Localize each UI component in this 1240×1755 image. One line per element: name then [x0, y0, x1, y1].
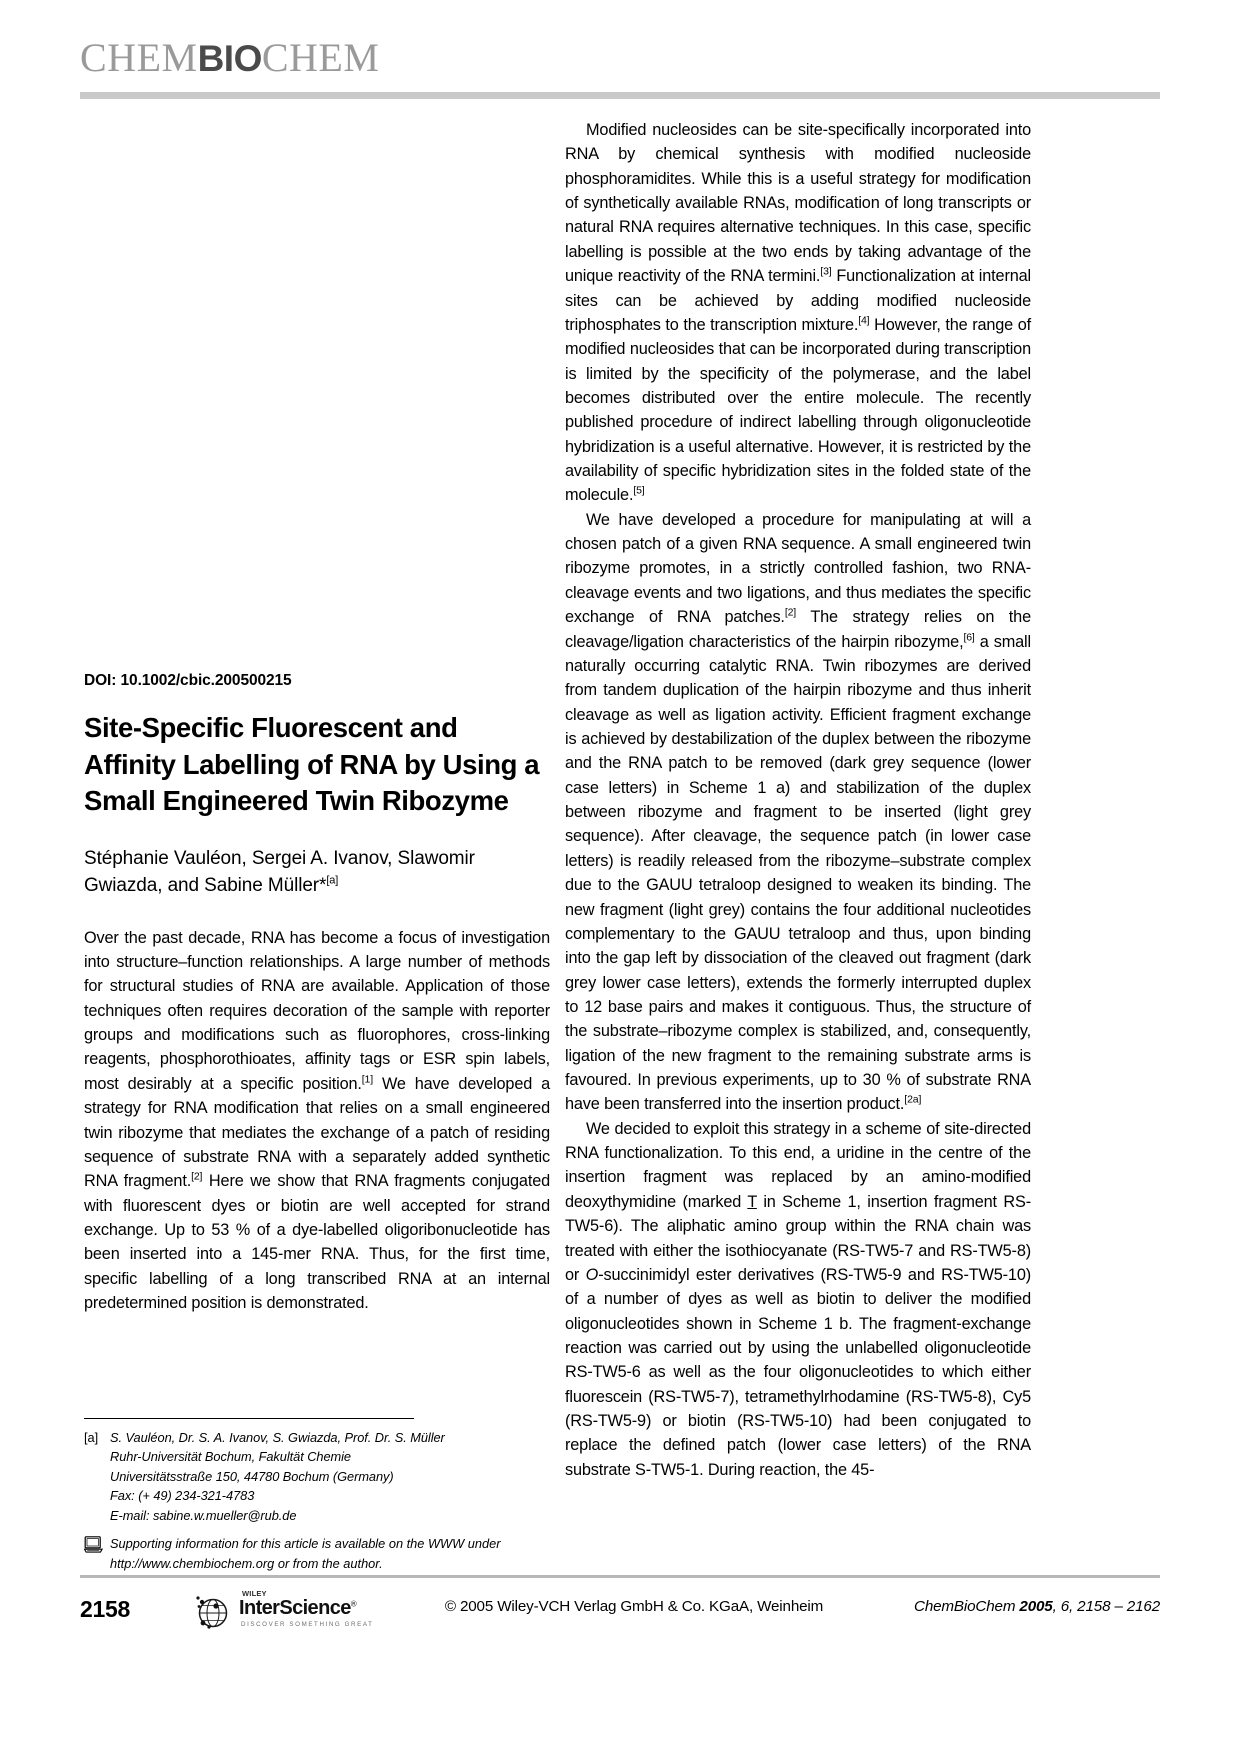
journal-masthead — [80, 35, 1160, 80]
left-column — [84, 672, 550, 1315]
par3-marked-base: T — [747, 1192, 757, 1211]
footnote-line-authors: S. Vauléon, Dr. S. A. Ivanov, S. Gwiazda, Prof. Dr. S. Müller — [110, 1430, 445, 1445]
wiley-wordmark: WILEY — [242, 1589, 267, 1598]
footnote-address-lines — [110, 1428, 550, 1525]
interscience-text: InterScience — [239, 1597, 351, 1619]
computer-monitor-icon — [84, 1534, 110, 1573]
par1-ref-3: [3] — [820, 265, 832, 278]
par2-ref-2a: [2a] — [904, 1093, 922, 1106]
abstract-ref-1: [1] — [361, 1073, 373, 1086]
footnote-divider — [84, 1418, 414, 1419]
masthead-bio: BIO — [197, 38, 262, 79]
abstract-text — [84, 926, 550, 1316]
footnote-line-email[interactable]: E-mail: sabine.w.mueller@rub.de — [110, 1507, 297, 1523]
par3-seg-2: in Scheme 1, insertion fragment RS-TW5-6). The aliphatic amino group within the RNA chain was treated with either the isothiocyanate (RS-TW5-7 and RS-TW5-8) or — [565, 1192, 1031, 1284]
journal-volume-pages: , 6, 2158 – 2162 — [1052, 1598, 1160, 1615]
footnote-line-institute: Ruhr-Universität Bochum, Fakultät Chemie — [110, 1449, 351, 1465]
copyright-notice: © 2005 Wiley-VCH Verlag GmbH & Co. KGaA, Weinheim — [444, 1598, 824, 1615]
author-affiliation-marker: [a] — [326, 874, 339, 887]
footnote-affiliation-row — [84, 1428, 550, 1525]
body-paragraph-3 — [565, 1117, 1031, 1482]
abstract-seg-2: We have developed a strategy for RNA modification that relies on a small engineered twin ribozyme that mediates the exchange of a patch of residing sequence of substrate RNA with a separately added synthetic RNA fragment. — [84, 1074, 550, 1191]
par1-seg-3: However, the range of modified nucleosides that can be incorporated during transcription is limited by the specificity of the polymerase, and the label becomes distributed over the entire molecule. The recently published procedure of indirect labelling through oligonucleotide hybridization is a useful alternative. However, it is restricted by the availability of specific hybridization sites in the folded state of the molecule. — [565, 315, 1031, 505]
footnote-line-street: Universitätsstraße 150, 44780 Bochum (Germany) — [110, 1468, 394, 1484]
author-list — [84, 846, 550, 900]
par1-ref-5: [5] — [633, 484, 645, 497]
body-paragraph-1 — [565, 118, 1031, 508]
par3-italic-o: O — [585, 1265, 599, 1284]
affiliation-footnote — [84, 1418, 550, 1573]
supporting-line-2[interactable]: http://www.chembiochem.org or from the author. — [110, 1555, 383, 1571]
registered-mark: ® — [350, 1599, 357, 1609]
journal-citation — [914, 1598, 1160, 1615]
masthead-chem-left: CHEM — [80, 35, 198, 80]
masthead-chem-right: CHEM — [261, 35, 380, 80]
par2-ref-2: [2] — [784, 606, 797, 619]
interscience-tagline: DISCOVER SOMETHING GREAT — [241, 1621, 374, 1628]
supporting-information-text — [110, 1534, 550, 1573]
author-names: Stéphanie Vauléon, Sergei A. Ivanov, Slawomir Gwiazda, and Sabine Müller* — [84, 847, 475, 896]
right-column — [565, 118, 1031, 1482]
journal-year: 2005 — [1019, 1598, 1053, 1615]
supporting-line-1: Supporting information for this article is available on the WWW under — [110, 1536, 501, 1552]
interscience-wordmark — [239, 1597, 356, 1620]
par3-seg-1: We decided to exploit this strategy in a scheme of site-directed RNA functionalization. To this end, a uridine in the centre of the insertion fragment was replaced by an amino-modified deoxythymidine (marked — [565, 1119, 1031, 1211]
par2-seg-2: The strategy relies on the cleavage/ligation characteristics of the hairpin ribozyme, — [565, 608, 1031, 651]
supporting-information-note — [84, 1534, 550, 1573]
page-footer — [80, 1590, 1160, 1636]
body-paragraph-2 — [565, 508, 1031, 1117]
par1-ref-4: [4] — [858, 314, 870, 327]
abstract-seg-3: Here we show that RNA fragments conjugated with fluorescent dyes or biotin are well accepted for strand exchange. Up to 53 % of a dye-labelled oligoribonucleotide has been inserted into a 145-mer RNA. Thus, for the first time, specific labelling of a long transcribed RNA at an internal predetermined position is demonstrated. — [84, 1172, 551, 1313]
par2-seg-3: a small naturally occurring catalytic RNA. Twin ribozymes are derived from tandem duplication of the hairpin ribozyme and thus inherit cleavage as well as ligation activity. Efficient fragment exchange is achieved by destabilization of the duplex between the ribozyme and the RNA patch to be removed (dark grey sequence (lower case letters) in Scheme 1 a) and stabilization of the duplex between ribozyme and fragment to be inserted (light grey sequence). After cleavage, the sequence patch (in lower case letters) is readily released from the ribozyme–substrate complex due to the GAUU tetraloop designed to weaken its binding. The new fragment (light grey) contains the four additional nucleotides complementary to the GAUU tetraloop and thus, upon binding into the gap left by dissociation of the cleaved out fragment (dark grey lower case letters), extends the formerly interrupted duplex to 12 base pairs and makes it contiguous. Thus, the structure of the substrate–ribozyme complex is stabilized, and, consequently, ligation of the new fragment to the remaining substrate arms is favoured. In previous experiments, up to 30 % of substrate RNA have been transferred into the insertion product. — [565, 632, 1031, 1114]
footer-divider — [80, 1575, 1160, 1578]
page-number: 2158 — [80, 1596, 130, 1622]
par1-seg-2: Functionalization at internal sites can be achieved by adding modified nucleoside triphosphates to the transcription mixture. — [565, 267, 1032, 334]
footnote-marker: [a] — [84, 1430, 99, 1445]
par3-seg-3: -succinimidyl ester derivatives (RS-TW5-9 and RS-TW5-10) of a number of dyes as well as biotin to deliver the modified oligonucleotides shown in Scheme 1 b. The fragment-exchange reaction was carried out by using the unlabelled oligonucleotide RS-TW5-6 as well as the four oligonucleotides to which either fluorescein (RS-TW5-7), tetramethylrhodamine (RS-TW5-8), Cy5 (RS-TW5-9) or biotin (RS-TW5-10) had been conjugated to replace the defined patch (lower case letters) of the RNA substrate S-TW5-1. During reaction, the 45- — [565, 1265, 1031, 1479]
par2-seg-1: We have developed a procedure for manipulating at will a chosen patch of a given RNA sequence. A small engineered twin ribozyme promotes, in a strictly controlled fashion, two RNA-cleavage events and two ligations, and thus mediates the specific exchange of RNA patches. — [565, 510, 1031, 627]
par2-ref-6: [6] — [963, 631, 975, 644]
globe-icon — [190, 1592, 232, 1632]
masthead-divider — [80, 92, 1160, 99]
page-title: Site-Specific Fluorescent and Affinity Labelling of RNA by Using a Small Engineered Twin Ribozyme — [84, 712, 540, 817]
wiley-interscience-logo — [184, 1590, 404, 1634]
footnote-line-fax: Fax: (+ 49) 234-321-4783 — [110, 1488, 255, 1504]
journal-name: ChemBioChem — [914, 1598, 1020, 1615]
abstract-ref-2: [2] — [191, 1170, 203, 1183]
doi-line: DOI: 10.1002/cbic.200500215 — [84, 672, 292, 689]
par1-seg-1: Modified nucleosides can be site-specifically incorporated into RNA by chemical synthesis with modified nucleoside phosphoramidites. While this is a useful strategy for modification of synthetically available RNAs, modification of long transcripts or natural RNA requires alternative techniques. In this case, specific labelling is possible at the two ends by taking advantage of the unique reactivity of the RNA termini. — [565, 121, 1031, 286]
abstract-seg-1: Over the past decade, RNA has become a focus of investigation into structure–function relationships. A large number of methods for structural studies of RNA are available. Application of those techniques often requires decoration of the sample with reporter groups and modifications such as fluorophores, cross-linking reagents, phosphorothioates, affinity tags or ESR spin labels, most desirably at a specific position. — [84, 928, 550, 1093]
